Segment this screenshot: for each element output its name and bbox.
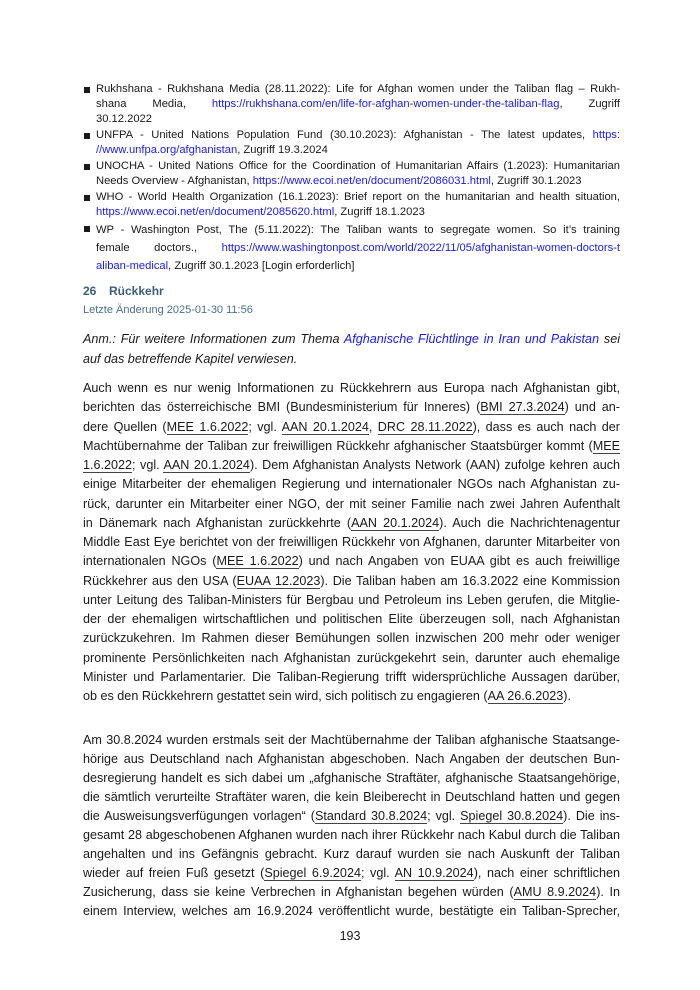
text-line xyxy=(83,418,620,437)
text-line xyxy=(83,731,620,750)
reference-item xyxy=(83,159,620,189)
text-segment: ). In xyxy=(596,885,620,899)
bullet-square-icon xyxy=(84,164,90,170)
text-line xyxy=(96,190,620,205)
text-segment: der der ehemaligen wirtschaftlichen und politischen Elite überzeugen soll, nach Afghanistan xyxy=(83,612,620,626)
text-line xyxy=(83,826,620,845)
text-segment: ). xyxy=(563,689,571,703)
text-segment: WP - Washington Post, The (5.11.2022): The Taliban wants to segregate women. So it’s training xyxy=(96,224,620,236)
text-segment: WHO - World Health Organization (16.1.2023): Brief report on the humanitarian and health situation, xyxy=(96,191,620,203)
text-line xyxy=(96,205,620,220)
text-segment: hörige aus Deutschland nach Afghanistan abgeschoben. Nach Angaben der deutschen Bun- xyxy=(83,752,620,766)
text-segment: ), nach einer schriftlichen xyxy=(473,866,620,880)
hyperlink[interactable]: https://www.ecoi.net/en/document/2086031.html xyxy=(252,175,491,187)
body-paragraph-1 xyxy=(83,379,620,706)
text-line xyxy=(83,514,620,533)
text-line xyxy=(96,257,620,275)
citation-link[interactable]: EUAA 12.2023 xyxy=(236,573,321,588)
last-changed: Letzte Änderung 2025-01-30 11:56 xyxy=(83,304,253,316)
text-segment: einige Mitarbeiter der ehemaligen Regierung und internationaler NGOs nach Afghanistan zu- xyxy=(83,477,620,492)
text-line xyxy=(96,82,620,97)
text-line xyxy=(96,128,620,143)
text-line xyxy=(83,807,620,826)
text-segment: , xyxy=(368,419,378,434)
text-line xyxy=(83,572,620,591)
text-segment: internationalen NGOs ( xyxy=(83,554,217,569)
text-segment: Middle East Eye berichtet von der freiwilligen Rückkehr von Afghanen, darunter Mitarbeiter von xyxy=(83,535,620,549)
text-segment: Needs Overview - Afghanistan, xyxy=(96,175,253,187)
text-segment: rück, darunter ein Mitarbeiter einer NGO, der mit seiner Familie nach zwei Jahren Aufenthalt xyxy=(83,496,620,511)
citation-link[interactable]: AN 10.9.2024 xyxy=(394,866,474,880)
citation-link[interactable]: AA 26.6.2023 xyxy=(487,689,564,703)
text-segment: einem Interview, welches am 16.9.2024 veröffentlicht wurde, bestätigte ein Taliban-Sprecher, xyxy=(83,904,620,918)
text-segment: Auch wenn es nur wenig Informationen zu Rückkehrern aus Europa nach Afghanistan gibt, xyxy=(83,381,620,395)
text-segment: zurückzukehren. Im Rahmen dieser Bemühungen sollen inzwischen 200 mehr oder weniger xyxy=(83,631,620,646)
text-segment: prominente Persönlichkeiten nach Afghanistan zurückgekehrt sein, darunter auch ehemalige xyxy=(83,650,620,665)
text-segment: die sämtlich verurteilte Straftäter waren, die kein Bleiberecht in Deutschland hatten und gegen xyxy=(83,790,620,804)
text-segment: shana Media, xyxy=(96,98,212,110)
text-segment: Am 30.8.2024 wurden erstmals seit der Machtübernahme der Taliban afghanische Staatsange- xyxy=(83,733,620,747)
text-segment: ; vgl. xyxy=(132,458,164,472)
text-line xyxy=(83,533,620,552)
bullet-square-icon xyxy=(84,133,90,139)
text-line xyxy=(96,174,620,189)
reference-item xyxy=(83,190,620,220)
text-segment: ). Die ins- xyxy=(563,809,620,823)
citation-link[interactable]: Spiegel 6.9.2024 xyxy=(264,866,361,880)
text-line xyxy=(83,350,620,370)
text-segment: ). Die Taliban haben am 16.3.2022 eine Kommission xyxy=(320,573,620,588)
hyperlink[interactable]: aliban-medical xyxy=(96,260,169,272)
text-segment: angehalten und ins Gefängnis gebracht. Kurz darauf wurden sie nach Auskunft der Taliban xyxy=(83,847,620,861)
text-line xyxy=(96,97,620,112)
citation-link[interactable]: 1.6.2022 xyxy=(83,458,133,472)
text-line xyxy=(83,687,620,706)
text-line xyxy=(83,398,620,417)
text-segment: UNOCHA - United Nations Office for the Coordination of Humanitarian Affairs (1.2023): Humanitarian xyxy=(96,160,620,172)
text-segment: ). Dem Afghanistan Analysts Network (AAN) zufolge kehren auch xyxy=(249,458,620,472)
text-segment: ; vgl. xyxy=(248,419,282,434)
hyperlink[interactable]: https://www.washingtonpost.com/world/2022/11/05/afghanistan-women-doctors-t xyxy=(221,242,620,254)
text-line xyxy=(83,610,620,629)
text-segment: Rukhshana - Rukhshana Media (28.11.2022): Life for Afghan women under the Taliban flag – Rukh- xyxy=(96,83,620,95)
text-line xyxy=(83,902,620,921)
text-line xyxy=(83,591,620,610)
citation-link[interactable]: MEE 1.6.2022 xyxy=(216,554,299,569)
note-paragraph xyxy=(83,330,620,369)
citation-link[interactable]: AMU 8.9.2024 xyxy=(513,885,597,899)
text-segment: , Zugriff 30.1.2023 [Login erforderlich] xyxy=(168,260,355,272)
text-segment: Rückkehrer aus den USA ( xyxy=(83,573,237,588)
text-line xyxy=(83,552,620,571)
text-segment: ) und an- xyxy=(564,400,620,415)
citation-link[interactable]: MEE 1.6.2022 xyxy=(166,419,249,434)
bullet-square-icon xyxy=(84,87,90,93)
text-segment: ; vgl. xyxy=(427,809,461,823)
text-line xyxy=(96,221,620,239)
text-segment: wieder auf freien Fuß gesetzt ( xyxy=(83,866,265,880)
section-title: Rückkehr xyxy=(109,284,164,298)
text-segment: in Dänemark nach Afghanistan zurückkehrte ( xyxy=(83,515,352,530)
text-segment: UNFPA - United Nations Population Fund (30.10.2023): Afghanistan - The latest updates, xyxy=(96,129,593,141)
bullet-square-icon xyxy=(84,226,90,232)
text-segment: ob es den Rückkehrern gestattet sein wird, sich politisch zu engagieren ( xyxy=(83,689,488,703)
citation-link[interactable]: AAN 20.1.2024 xyxy=(281,419,369,434)
text-segment: auf das betreffende Kapitel verwiesen. xyxy=(83,351,298,366)
text-segment: ) und nach Angaben von EUAA gibt es auch freiwillige xyxy=(298,554,621,569)
text-line xyxy=(96,112,620,127)
text-segment: die Ausweisungsverfügungen vorlagen“ ( xyxy=(83,809,315,823)
citation-link[interactable]: Standard 30.8.2024 xyxy=(314,809,428,823)
text-line xyxy=(83,769,620,788)
citation-link[interactable]: Spiegel 30.8.2024 xyxy=(460,809,564,823)
hyperlink[interactable]: Afghanische Flüchtlinge in Iran und Pakistan xyxy=(343,332,600,346)
hyperlink[interactable]: https://rukhshana.com/en/life-for-afghan-women-under-the-taliban-flag xyxy=(211,98,560,110)
citation-link[interactable]: DRC 28.11.2022 xyxy=(377,419,473,434)
text-line xyxy=(83,668,620,687)
text-line xyxy=(83,750,620,769)
page-number: 193 xyxy=(339,929,361,943)
text-line xyxy=(96,143,620,158)
text-segment: , Zugriff 18.1.2023 xyxy=(334,206,425,218)
body-paragraph-2 xyxy=(83,731,620,921)
bullet-square-icon xyxy=(84,195,90,201)
text-segment: , Zugriff 19.3.2024 xyxy=(237,144,328,156)
text-segment: female doctors., xyxy=(96,242,222,254)
section-number: 26 xyxy=(83,284,97,298)
text-line xyxy=(83,629,620,648)
text-segment: desregierung handelt es sich dabei um „afghanische Straftäter, afghanische Staatsangehörige, xyxy=(83,771,620,785)
text-segment: ). Auch die Nachrichtenagentur xyxy=(439,515,621,530)
citation-link[interactable]: BMI 27.3.2024 xyxy=(480,400,565,415)
text-segment: , Zugriff 30.1.2023 xyxy=(490,175,582,187)
text-segment: Anm.: Für weitere Informationen zum Thema xyxy=(83,332,344,346)
text-segment: dere Quellen ( xyxy=(83,419,167,434)
hyperlink[interactable]: https: xyxy=(592,129,620,141)
text-segment: Minister und Parlamentarier. Die Taliban-Regierung trifft widersprüchliche Aussagen darüber, xyxy=(83,669,620,684)
text-line xyxy=(83,456,620,475)
citation-link[interactable]: MEE xyxy=(592,438,620,453)
text-segment: ), dass es auch nach der xyxy=(472,419,621,434)
text-segment: unter Leitung des Taliban-Ministers für Bergbau und Petroleum ins Leben gerufen, die Mitglie- xyxy=(83,592,620,607)
text-line xyxy=(83,788,620,807)
text-segment: gesamt 28 abgeschobenen Afghanen wurden nach ihrer Rückkehr nach Kabul durch die Taliban xyxy=(83,828,620,842)
section-heading xyxy=(83,284,164,298)
hyperlink[interactable]: https://www.ecoi.net/en/document/2085620.html xyxy=(96,206,335,218)
text-segment: berichten das österreichische BMI (Bundesministerium für Inneres) ( xyxy=(83,400,481,415)
reference-item xyxy=(83,221,620,275)
citation-link[interactable]: AAN 20.1.2024 xyxy=(351,515,440,530)
text-line xyxy=(83,883,620,902)
text-line xyxy=(83,649,620,668)
text-segment: sei xyxy=(599,332,621,346)
text-line xyxy=(96,239,620,257)
text-segment: Machtübernahme der Taliban zur freiwilligen Rückkehr afghanischer Staatsbürger kommt ( xyxy=(83,438,593,453)
citation-link[interactable]: AAN 20.1.2024 xyxy=(163,458,250,472)
text-line xyxy=(83,495,620,514)
text-line xyxy=(83,330,620,350)
text-line xyxy=(83,475,620,494)
text-line xyxy=(96,159,620,174)
text-segment: , Zugriff xyxy=(559,98,620,110)
text-segment: Zusicherung, dass sie keine Verbrechen in Afghanistan begehen würden ( xyxy=(83,885,514,899)
text-line xyxy=(83,437,620,456)
text-line xyxy=(83,845,620,864)
text-line xyxy=(83,864,620,883)
reference-item xyxy=(83,82,620,127)
text-segment: 30.12.2022 xyxy=(96,113,152,125)
reference-item xyxy=(83,128,620,158)
reference-list xyxy=(83,82,620,276)
text-line xyxy=(83,379,620,398)
hyperlink[interactable]: //www.unfpa.org/afghanistan xyxy=(96,144,238,156)
text-segment: ; vgl. xyxy=(360,866,395,880)
